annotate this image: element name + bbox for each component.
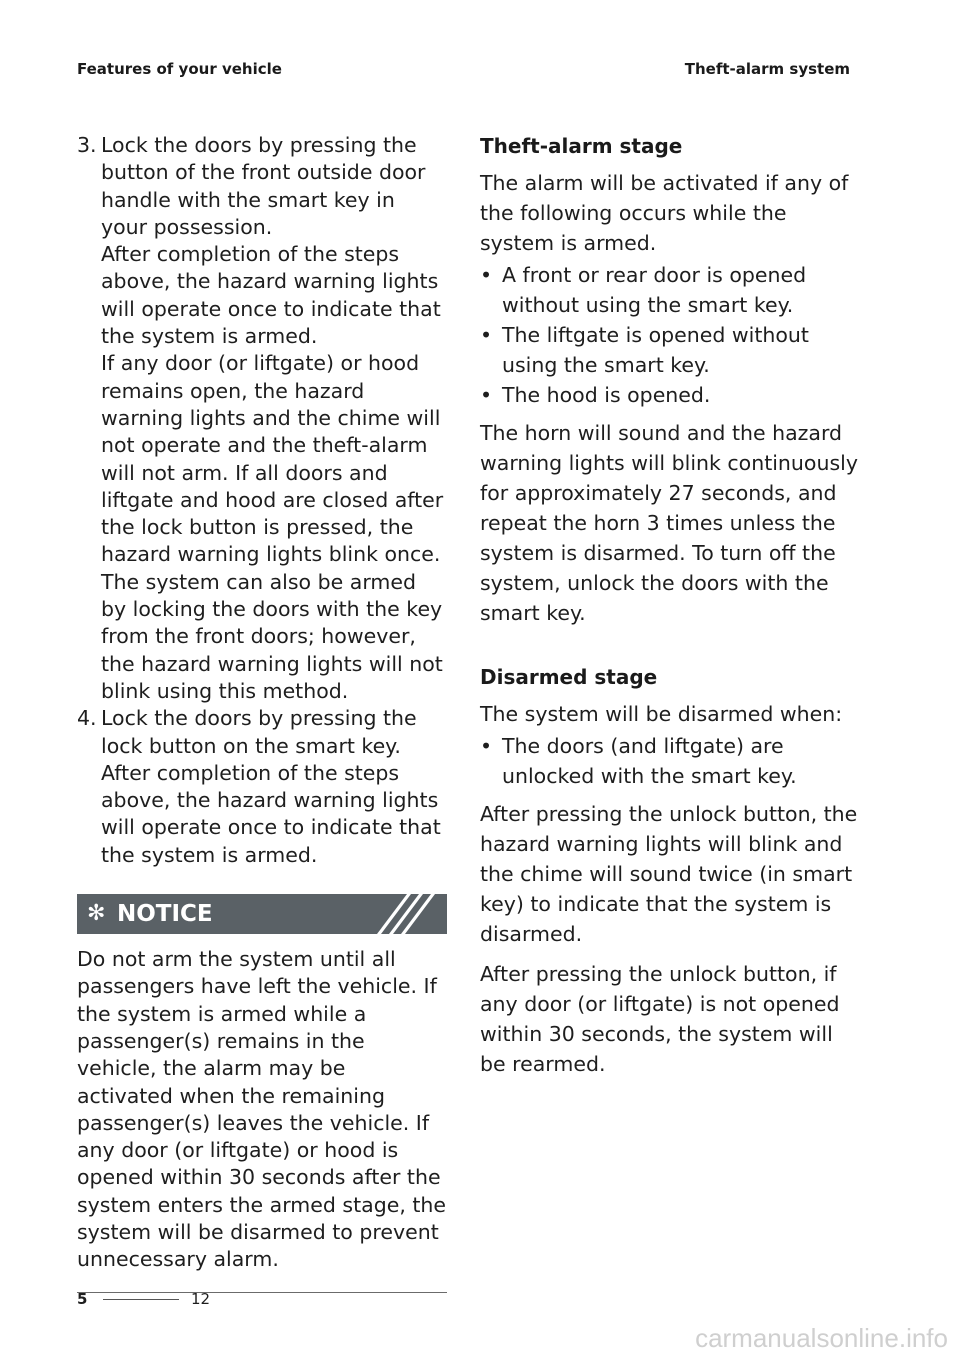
theft-alarm-bullets (480, 260, 860, 410)
step-body (101, 705, 447, 869)
step-paragraph: After completion of the steps above, the hazard warning lights will operate once to indicate that the system is armed. (101, 242, 441, 349)
header-chapter-title: Theft-alarm system (684, 60, 850, 78)
list-item-text: A front or rear door is opened without using the smart key. (502, 263, 807, 317)
step-paragraph: If any door (or liftgate) or hood remains open, the hazard warning lights and the chime will not operate and the theft-alarm will not arm. If all doors and liftgate and hood are closed after the lock button is pressed, the hazard warning lights blink once. (101, 351, 444, 567)
right-column (480, 132, 860, 1079)
step-paragraph: Lock the doors by pressing the lock button on the smart key. (101, 706, 417, 758)
watermark: carmanualsonline.info (695, 1323, 948, 1353)
disarmed-heading: Disarmed stage (480, 665, 658, 689)
bullet-icon: • (480, 323, 493, 347)
footer-divider (103, 1299, 179, 1300)
list-item (480, 731, 860, 791)
step-3 (77, 132, 447, 705)
disarmed-paragraph-1: After pressing the unlock button, the hazard warning lights will blink and the chime will sound twice (in smart key) to indicate that the system is disarmed. (480, 802, 858, 946)
list-item-text: The liftgate is opened without using the smart key. (502, 323, 809, 377)
left-column (77, 132, 447, 1293)
list-item (480, 380, 860, 410)
bullet-icon: • (480, 263, 493, 287)
bullet-icon: • (480, 383, 493, 407)
disarmed-intro: The system will be disarmed when: (480, 702, 843, 726)
notice-banner (77, 894, 447, 934)
bullet-icon: • (480, 734, 493, 758)
chapter-number: 5 (77, 1290, 88, 1308)
list-item-text: The hood is opened. (502, 383, 711, 407)
step-paragraph: Lock the doors by pressing the button of the front outside door handle with the smart key in your possession. (101, 133, 426, 239)
theft-alarm-description: The horn will sound and the hazard warning lights will blink continuously for approximately 27 seconds, and repeat the horn 3 times unless the system is disarmed. To turn off the system, unlock the doors with the smart key. (480, 421, 858, 625)
list-item (480, 320, 860, 380)
step-body (101, 132, 447, 705)
asterisk-icon: ✻ (87, 901, 106, 927)
step-number: 4. (77, 706, 97, 731)
list-item (480, 260, 860, 320)
disarmed-paragraph-2: After pressing the unlock button, if any door (or liftgate) is not opened within 30 seconds, the system will be rearmed. (480, 962, 840, 1076)
notice-title: NOTICE (117, 901, 213, 928)
step-number: 3. (77, 133, 97, 157)
disarmed-bullets (480, 731, 860, 791)
page-number: 12 (191, 1290, 211, 1308)
theft-alarm-heading: Theft-alarm stage (480, 134, 683, 158)
step-paragraph: After completion of the steps above, the hazard warning lights will operate once to indicate that the system is armed. (101, 760, 441, 867)
notice-text: Do not arm the system until all passengers have left the vehicle. If the system is armed while a passenger(s) remains in the vehicle, the alarm may be activated when the remaining passenger(s) leaves the vehicle. If any door (or liftgate) or hood is opened within 30 seconds after the system enters the armed stage, the system will be disarmed to prevent unnecessary alarm. (77, 947, 446, 1272)
page-footer (77, 1290, 210, 1308)
header-section-title: Features of your vehicle (77, 60, 282, 78)
theft-alarm-intro: The alarm will be activated if any of the following occurs while the system is armed. (480, 171, 849, 255)
list-item-text: The doors (and liftgate) are unlocked with the smart key. (502, 734, 797, 788)
step-paragraph: The system can also be armed by locking the doors with the key from the front doors; however, the hazard warning lights will not blink using this method. (101, 569, 443, 703)
step-4 (77, 705, 447, 869)
double-slash-icon (367, 894, 447, 934)
